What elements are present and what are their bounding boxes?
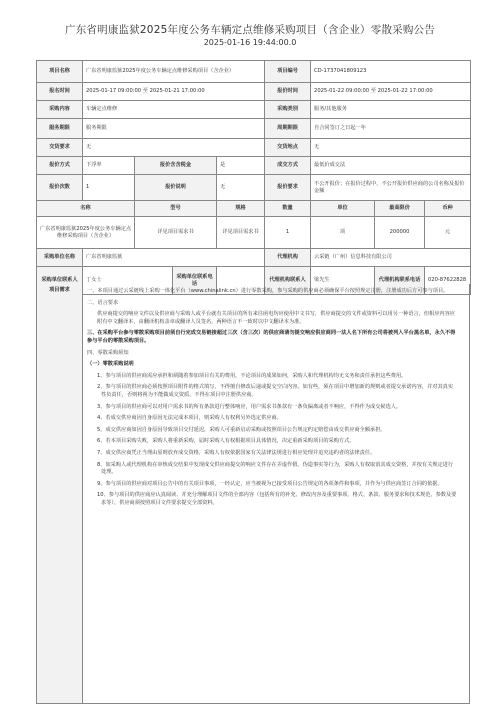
delivery-place-value: 无 — [311, 139, 471, 157]
item-unit-cell: 项 — [311, 217, 375, 249]
reg-time-value: 2025-01-17 09:00:00 至 2025-01-21 17:00:00 — [83, 83, 265, 101]
quote-time-value: 2025-01-22 09:00:00 至 2025-01-22 17:00:00 — [311, 83, 471, 101]
project-name-value: 广东省明康监狱2025年度公务车辆定点维修采购项目（含企业） — [83, 61, 265, 83]
agent-contact-label: 代理机构联系人 — [265, 267, 311, 295]
req-para-2: 二、语言要求 — [87, 299, 119, 306]
period-label: 周期期限 — [265, 119, 311, 139]
reg-time-label: 报名时间 — [37, 83, 83, 101]
requirements-label: 项目需求 — [37, 284, 83, 703]
page-title: 广东省明康监狱2025年度公务车辆定点维修采购项目（含企业）零散采购公告 — [65, 24, 435, 36]
req-para-4: 三、在采购平台参与零散采购项目前须自行完成交易链接超过三次（含三次）的供应商请勿提交响应供应商同一法人名下所有公司将被列入平台黑名单，永久不得参与平台的零散采购项目。 — [87, 330, 456, 344]
req-item: 10、参与项目的供应商应认真阅读、并充分理解项目文件的全部内容（包括所有的补充、修改内容及重要事项、格式、条款、服务要求和技术规范、参数及要求等），供应商须按照项目文件要求提交全部资料。 — [97, 492, 457, 506]
buyer-contact-label: 采购单位联系人 — [37, 267, 83, 295]
req-para-5: 四、零散采购须知 — [87, 349, 129, 356]
quote-times-label: 报价次数 — [37, 175, 83, 201]
req-item: 6、若本项目采购失败，采购人将重新采购，届时采购人有权根据项目具体情况，决定重新采购项目的采购方式。 — [97, 438, 355, 445]
buyer-label: 采购单位名称 — [37, 249, 83, 267]
delivery-place-label: 交货地点 — [265, 139, 311, 157]
deal-rule-label: 成交方式 — [265, 157, 311, 175]
col-unit-header: 单位 — [311, 201, 375, 217]
contain-tax-label: 报价含含税金 — [135, 157, 217, 175]
col-qty-header: 数量 — [265, 201, 311, 217]
project-no-label: 项目编号 — [265, 61, 311, 83]
req-item: 9、参与项目的供应商对项目公告中的有关项目事项，一经认定，应当被视为已接受项目公告规定的各项条件和事项，并作为与供应商签订合同的依据。 — [97, 480, 443, 487]
project-no-value: CD-1737041809123 — [311, 61, 471, 83]
quote-desc-value: 无 — [217, 175, 265, 201]
buyer-phone-label: 采购单位联系电话 — [173, 267, 217, 295]
buyer-value: 广东省明康监狱 — [83, 249, 265, 267]
requirements-body — [87, 288, 457, 511]
deal-rule-value: 最低价成交法 — [311, 157, 471, 175]
contain-tax-value: 是 — [217, 157, 265, 175]
quote-method-label: 报价方式 — [37, 157, 83, 175]
delivery-value: 无 — [83, 139, 265, 157]
col-spec-header: 规格 — [217, 201, 265, 217]
service-period-label: 服务期限 — [37, 119, 83, 139]
delivery-label: 交货要求 — [37, 139, 83, 157]
buyer-contact-value: 丁女士 — [83, 267, 173, 295]
item-currency-cell: 元 — [425, 217, 471, 249]
req-item: 7、成交供应商凭正当理由原则放弃成交资格，采购人有权依据国家有关法律法规进行相应处理并追究违约者的法律责任。 — [97, 449, 376, 456]
service-period-value: 服务期限 — [83, 119, 265, 139]
quote-desc-label: 报价说明 — [135, 175, 217, 201]
item-spec-cell: 详见项目需求书 — [217, 217, 265, 249]
requirements-section — [36, 284, 470, 704]
agent-label: 代理机构 — [265, 249, 311, 267]
agent-value: 云采链（广州）信息科技有限公司 — [311, 249, 471, 267]
category-label: 采购内容 — [37, 101, 83, 119]
item-model-cell: 详见项目需求书 — [135, 217, 217, 249]
req-item: 4、若成交供应商因自身原因无法完成本项目，则采购人有权利另外选定供应商。 — [97, 415, 282, 422]
period-value: 自合同签订之日起一年 — [311, 119, 471, 139]
col-name-header: 名称 — [37, 201, 135, 217]
col-model-header: 型号 — [135, 201, 217, 217]
item-name-cell: 广东省明康监狱2025年度公务车辆定点维修采购项目（含企业） — [37, 217, 135, 249]
req-item: 1、参与项目的供应商需应承担和须随着参加项目有关的费用，不论项目的成果如何，采购人和代理机构均无义务和责任承担这些费用。 — [97, 372, 407, 379]
req-item: 5、成交供应商如因自身原因导致项目交付延迟，采购人可重新启动采购或按照项目公告规定约定赔偿由成交供应商全额承担。 — [97, 426, 386, 433]
agent-phone-label: 代理机构联系电话 — [375, 267, 425, 295]
quote-times-value: 1 — [83, 175, 135, 201]
req-item: 2、参与项目的供应商必须按照项目附件的格式填写，不得擅自修改后递或提交空白内容。如有些，须在项目中增加新的规则或者提交承诺内容，并对其真实性负责任，否则将视为不能做成交资质，不得在项目中注册供应商。 — [97, 384, 454, 398]
item-qty-cell: 1 — [265, 217, 311, 249]
category-type-value: 服务/其他服务 — [311, 101, 471, 119]
col-currency-header: 币种 — [425, 201, 471, 217]
agent-phone-value: 020-87622828 — [425, 267, 471, 295]
category-value: 车辆定点维修 — [83, 101, 265, 119]
quote-time-label: 报价时间 — [265, 83, 311, 101]
agent-contact-value: 梁先生 — [311, 267, 375, 295]
item-price-cell: 200000 — [375, 217, 425, 249]
req-para-6: （一）零散采购说明 — [87, 361, 134, 368]
deal-notes-label: 报价要求 — [265, 175, 311, 201]
category-type-label: 采购类别 — [265, 101, 311, 119]
req-para-1: 一、本项目通过云采链线上采购一体化平台（www.chinalink.cn）进行零散采购，参与采购的供应商必须确保平台按照规定注册，注册成功后方可参与项目。 — [87, 288, 449, 294]
project-name-label: 项目名称 — [37, 61, 83, 83]
req-item: 3、参与项目的供应商可以对用户需求书的所有条款进行整体响应，用户需求书条款有一条负偏离或者不响应，不得作为成交候选人。 — [97, 403, 402, 410]
publish-datetime: 2025-01-16 19:44:00.0 — [203, 38, 297, 47]
req-para-3: 供应商提交的响应文件以及供应商与采购人或平台就有关项目的所有来往函电均应使用中文书写，供应商提交的文件或资料可以用另一种语言，但相应内容应附有中文翻译本，由翻译机构盖章或翻译人员签名，两种语言不一致时以中文翻译本为准。 — [97, 311, 455, 325]
deal-notes-value: 不公开报价；在报价过程中，不公开报价供应商的公司名称及报价金额 — [311, 175, 471, 201]
col-price-header: 最高限价 — [375, 201, 425, 217]
quote-method-value: 下浮率 — [83, 157, 135, 175]
info-table — [36, 60, 471, 295]
req-item: 8、如采购人或代理机构在审核成交结果中发现成交供应商提交的响应文件存在弄虚作假、伪造事实等行为，采购人有权取消其成交资格，并按有关规定进行处理。 — [97, 461, 454, 476]
